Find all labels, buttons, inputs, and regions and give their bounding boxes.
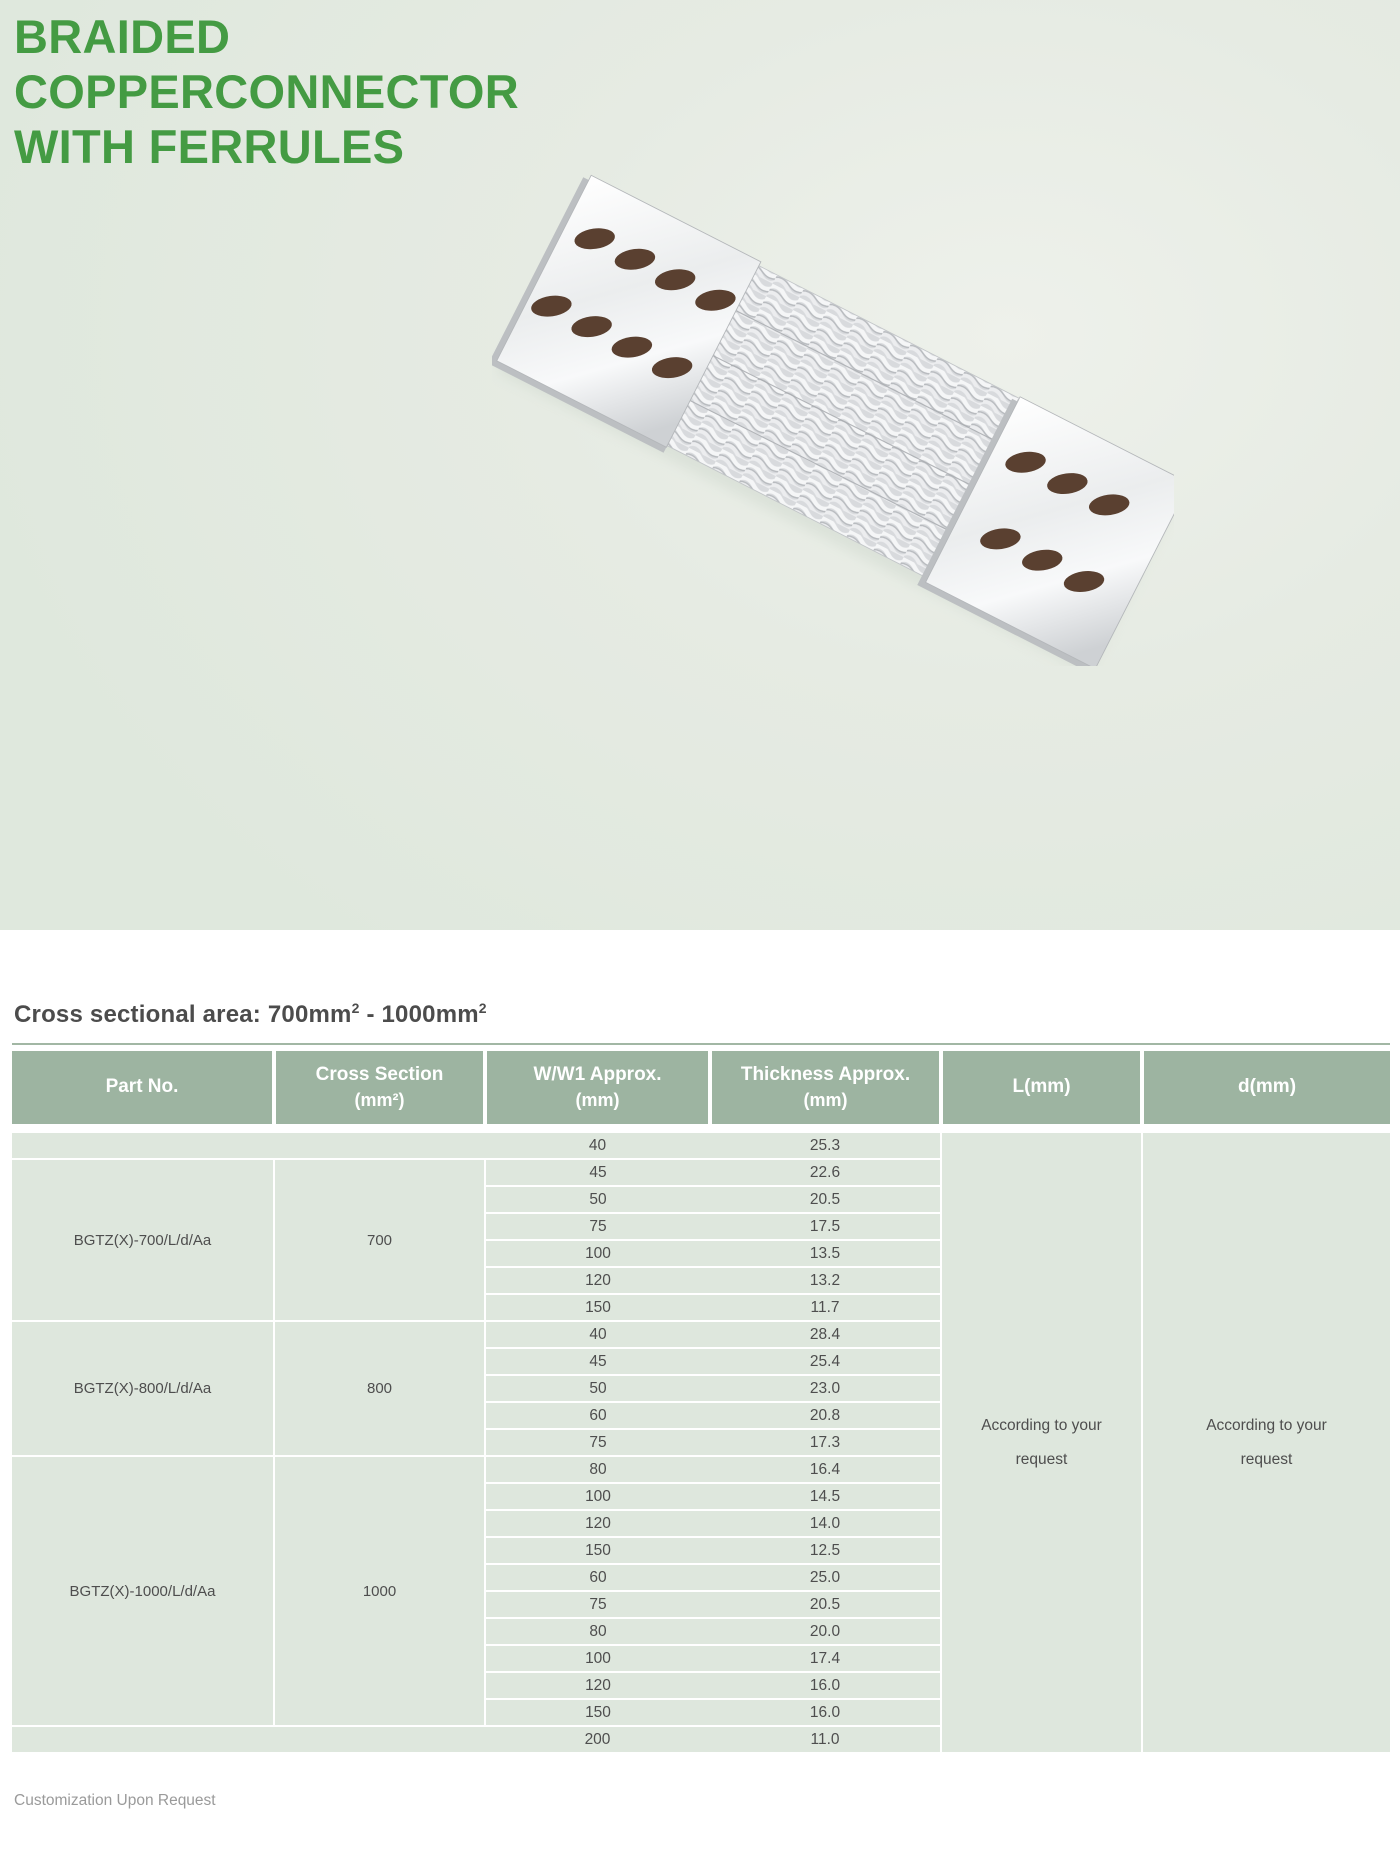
thickness-value-cell: 25.4: [710, 1348, 941, 1375]
section-divider: [12, 1043, 1390, 1045]
thickness-value-cell: 17.4: [710, 1645, 941, 1672]
w-value-cell: 40: [485, 1321, 710, 1348]
w-value-cell: 100: [485, 1483, 710, 1510]
part-no-cell: BGTZ(X)-700/L/d/Aa: [12, 1159, 274, 1321]
diameter-note-cell: [1142, 1129, 1390, 1753]
thickness-value-cell: 16.0: [710, 1699, 941, 1726]
thickness-value-cell: 20.0: [710, 1618, 941, 1645]
thickness-value-cell: 17.3: [710, 1429, 941, 1456]
cross-section-cell: 800: [274, 1321, 485, 1456]
thickness-value-cell: 20.8: [710, 1402, 941, 1429]
w-value-cell: 75: [485, 1591, 710, 1618]
col-header-w-approx: W/W1 Approx. (mm): [485, 1051, 710, 1129]
w-value-cell: 50: [485, 1375, 710, 1402]
page-title: [14, 10, 519, 175]
section-heading: [14, 1000, 1390, 1029]
thickness-value-cell: 11.7: [710, 1294, 941, 1321]
customization-note: Customization Upon Request: [14, 1792, 216, 1809]
thickness-value-cell: 28.4: [710, 1321, 941, 1348]
thickness-value-cell: 23.0: [710, 1375, 941, 1402]
connector-assembly: [492, 172, 1174, 666]
header-row: [12, 1051, 1390, 1129]
col-header-diameter: d(mm): [1142, 1051, 1390, 1129]
thickness-value-cell: 17.5: [710, 1213, 941, 1240]
length-note-cell: [941, 1129, 1142, 1753]
table-row: [12, 1129, 1390, 1160]
thickness-value-cell: 13.5: [710, 1240, 941, 1267]
w-value-cell: 120: [485, 1672, 710, 1699]
product-image: [492, 170, 1174, 666]
w-value-cell: 60: [485, 1564, 710, 1591]
spec-section: [0, 930, 1400, 1810]
w-value-cell: 40: [485, 1129, 710, 1160]
col-header-part-no: Part No.: [12, 1051, 274, 1129]
w-value-cell: 75: [485, 1429, 710, 1456]
empty-part-cell: [12, 1726, 485, 1752]
thickness-value-cell: 25.3: [710, 1129, 941, 1160]
w-value-cell: 120: [485, 1510, 710, 1537]
thickness-value-cell: 16.4: [710, 1456, 941, 1483]
empty-part-cell: [12, 1129, 485, 1160]
thickness-value-cell: 14.0: [710, 1510, 941, 1537]
thickness-value-cell: 12.5: [710, 1537, 941, 1564]
w-value-cell: 150: [485, 1537, 710, 1564]
thickness-value-cell: 20.5: [710, 1591, 941, 1618]
page-title-line: WITH FERRULES: [14, 119, 405, 173]
thickness-value-cell: 22.6: [710, 1159, 941, 1186]
w-value-cell: 120: [485, 1267, 710, 1294]
cross-section-cell: 1000: [274, 1456, 485, 1726]
note-line: According to your: [981, 1417, 1102, 1435]
cross-section-cell: 700: [274, 1159, 485, 1321]
superscript: 2: [351, 1000, 360, 1016]
thickness-value-cell: 20.5: [710, 1186, 941, 1213]
thickness-value-cell: 25.0: [710, 1564, 941, 1591]
w-value-cell: 150: [485, 1699, 710, 1726]
page-title-line: BRAIDED: [14, 10, 231, 63]
spec-table: [12, 1051, 1390, 1752]
w-value-cell: 80: [485, 1456, 710, 1483]
superscript: 2: [478, 1000, 487, 1016]
part-no-cell: BGTZ(X)-800/L/d/Aa: [12, 1321, 274, 1456]
w-value-cell: 200: [485, 1726, 710, 1752]
note-line: request: [1015, 1450, 1068, 1468]
hero-section: [0, 0, 1400, 930]
part-no-cell: BGTZ(X)-1000/L/d/Aa: [12, 1456, 274, 1726]
thickness-value-cell: 13.2: [710, 1267, 941, 1294]
thickness-value-cell: 14.5: [710, 1483, 941, 1510]
section-heading-text: Cross sectional area: 700mm: [14, 1001, 352, 1028]
col-header-length: L(mm): [941, 1051, 1142, 1129]
spec-table-header: [12, 1051, 1390, 1129]
w-value-cell: 45: [485, 1159, 710, 1186]
page-title-line: COPPERCONNECTOR: [14, 64, 520, 118]
w-value-cell: 100: [485, 1645, 710, 1672]
thickness-value-cell: 11.0: [710, 1726, 941, 1752]
spec-table-body: [12, 1129, 1390, 1753]
col-header-cross-section: Cross Section (mm²): [274, 1051, 485, 1129]
w-value-cell: 45: [485, 1348, 710, 1375]
w-value-cell: 60: [485, 1402, 710, 1429]
col-header-thickness: Thickness Approx. (mm): [710, 1051, 941, 1129]
thickness-value-cell: 16.0: [710, 1672, 941, 1699]
note-line: request: [1240, 1450, 1293, 1468]
note-line: According to your: [1206, 1417, 1327, 1435]
w-value-cell: 75: [485, 1213, 710, 1240]
section-heading-text: - 1000mm: [359, 1001, 479, 1028]
w-value-cell: 80: [485, 1618, 710, 1645]
w-value-cell: 150: [485, 1294, 710, 1321]
w-value-cell: 100: [485, 1240, 710, 1267]
w-value-cell: 50: [485, 1186, 710, 1213]
